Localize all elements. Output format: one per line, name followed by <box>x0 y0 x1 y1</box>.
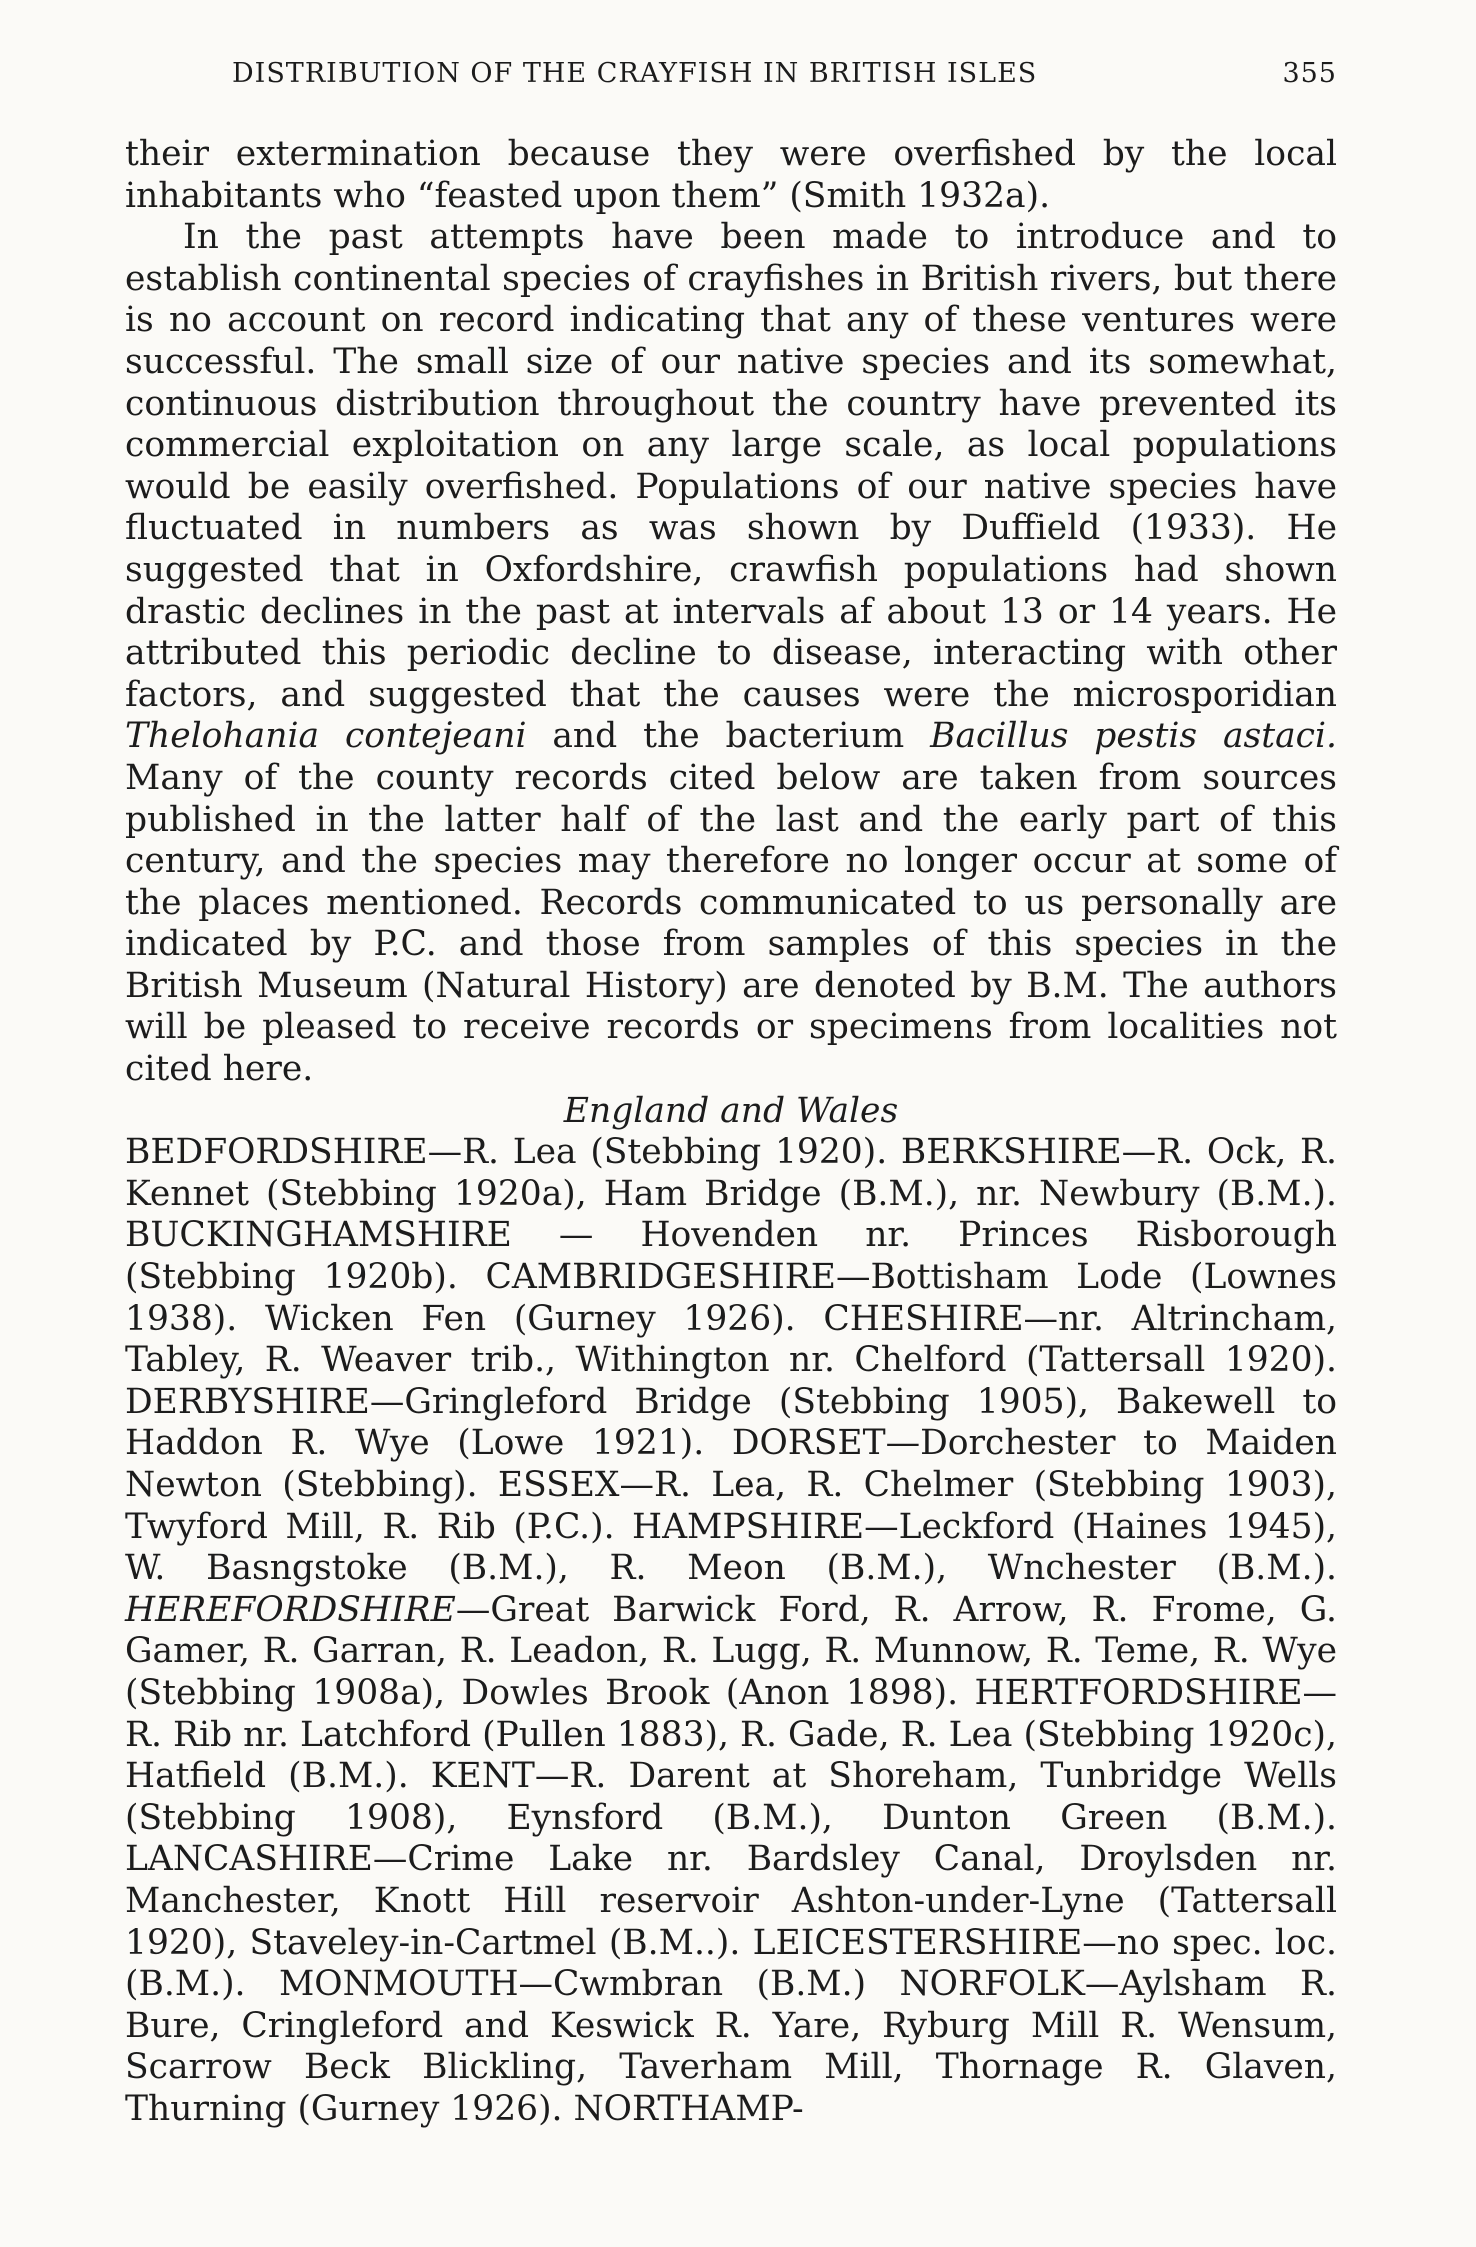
text-run: their extermination because they were overfished by the local inhabitants who “feasted upon them” (Smith 1932a). <box>125 134 1337 216</box>
paragraph-county-records <box>125 1132 1337 2130</box>
species-name-italic: Thelohania contejeani <box>125 716 527 757</box>
county-name-italic: HEREFORDSHIRE <box>125 1589 456 1630</box>
paragraph-introduction-history <box>125 217 1337 1090</box>
running-header <box>232 58 1337 98</box>
running-title: DISTRIBUTION OF THE CRAYFISH IN BRITISH ISLES <box>232 58 1038 89</box>
text-run: and the bacterium <box>526 716 931 757</box>
section-heading: England and Wales <box>563 1090 899 1131</box>
text-run: BEDFORDSHIRE—R. Lea (Stebbing 1920). BERKSHIRE—R. Ock, R. Kennet (Stebbing 1920a), Ham Bridge (B.M.), nr. Newbury (B.M.). BUCKINGHAMSHIRE — Hovenden nr. Princes Risborough (Stebbing 1920b). CAMBRIDGESHIRE—Bottisham Lode (Lownes 1938). Wicken Fen (Gurney 1926). CHESHIRE—nr. Altrincham, Tabley, R. Weaver trib., Withington nr. Chelford (Tattersall 1920). DERBYSHIRE—Gringleford Bridge (Stebbing 1905), Bakewell to Haddon R. Wye (Lowe 1921). DORSET—Dorchester to Maiden Newton (Stebbing). ESSEX—R. Lea, R. Chelmer (Stebbing 1903), Twyford Mill, R. Rib (P.C.). HAMPSHIRE—Leckford (Haines 1945), W. Basngstoke (B.M.), R. Meon (B.M.), Wnchester (B.M.). <box>125 1132 1337 1589</box>
paragraph-continuation <box>125 134 1337 217</box>
species-name-italic: Bacillus pestis astaci. <box>930 716 1338 757</box>
page-number: 355 <box>1282 58 1337 89</box>
text-run: In the past attempts have been made to introduce and to establish continental species of crayfishes in British rivers, but there is no account on record indicating that any of these ventures were successful. The small size of our native species and its somewhat, continuous distribution throughout the country have prevented its commercial exploitation on any large scale, as local populations would be easily overfished. Populations of our native species have fluctuated in numbers as was shown by Duffield (1933). He suggested that in Oxfordshire, crawfish populations had shown drastic declines in the past at intervals af about 13 or 14 years. He attributed this periodic decline to disease, interacting with other factors, and suggested that the causes were the microsporidian <box>125 217 1337 715</box>
text-run: Many of the county records cited below are taken from sources published in the latter half of the last and the early part of this century, and the species may therefore no longer occur at some of the places mentioned. Records communicated to us personally are indicated by P.C. and those from samples of this species in the British Museum (Natural History) are denoted by B.M. The authors will be pleased to receive records or specimens from localities not cited here. <box>125 757 1337 1090</box>
body-text <box>125 134 1337 2131</box>
text-run: —Great Barwick Ford, R. Arrow, R. Frome, G. Gamer, R. Garran, R. Leadon, R. Lugg, R. Munnow, R. Teme, R. Wye (Stebbing 1908a), Dowles Brook (Anon 1898). HERTFORDSHIRE—R. Rib nr. Latchford (Pullen 1883), R. Gade, R. Lea (Stebbing 1920c), Hatfield (B.M.). KENT—R. Darent at Shoreham, Tunbridge Wells (Stebbing 1908), Eynsford (B.M.), Dunton Green (B.M.). LANCASHIRE—Crime Lake nr. Bardsley Canal, Droylsden nr. Manchester, Knott Hill reservoir Ashton-under-Lyne (Tattersall 1920), Staveley-in-Cartmel (B.M..). LEICESTERSHIRE—no spec. loc. (B.M.). MONMOUTH—Cwmbran (B.M.) NORFOLK—Aylsham R. Bure, Cringleford and Keswick R. Yare, Ryburg Mill R. Wensum, Scarrow Beck Blickling, Taverham Mill, Thornage R. Glaven, Thurning (Gurney 1926). NORTHAMP- <box>125 1589 1337 2129</box>
